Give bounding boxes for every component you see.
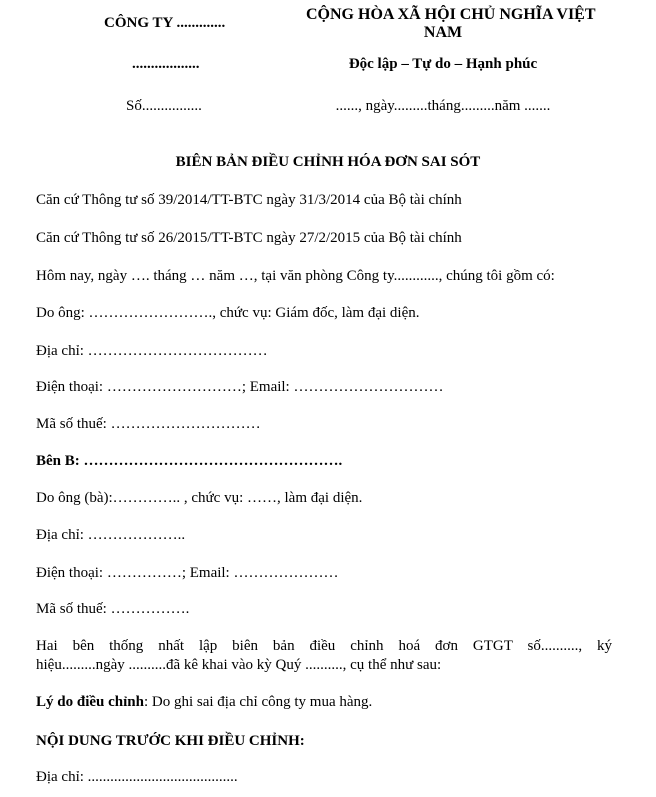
nation-title-line2: NAM [423,24,463,41]
date-line: ......, ngày.........tháng.........năm ....... [335,98,551,114]
document-title: BIÊN BẢN ĐIỀU CHỈNH HÓA ĐƠN SAI SÓT [175,154,481,170]
before-adjustment-address: Địa chỉ: ........................................ [36,769,238,785]
intro-line: Hôm nay, ngày …. tháng … năm …, tại văn phòng Công ty............, chúng tôi gồm có: [36,268,555,284]
agreement-line-1: Hai bên thống nhất lập biên bản điều chỉnh hoá đơn GTGT số.........., ký [36,638,612,654]
party-a-tax-code: Mã số thuế: ………………………… [36,416,261,432]
reason-label: Lý do điều chỉnh [36,694,144,710]
legal-basis-1: Căn cứ Thông tư số 39/2014/TT-BTC ngày 31/3/2014 của Bộ tài chính [36,192,462,208]
document-number: Số................ [126,98,202,114]
party-a-representative: Do ông: ……………………., chức vụ: Giám đốc, làm đại diện. [36,305,420,321]
reason-text: : Do ghi sai địa chỉ công ty mua hàng. [143,694,373,710]
adjustment-reason [36,693,372,711]
before-adjustment-heading: NỘI DUNG TRƯỚC KHI ĐIỀU CHỈNH: [36,733,305,749]
party-b-phone-email: Điện thoại: ……………; Email: ………………… [36,565,339,581]
party-b-tax-code: Mã số thuế: ……………. [36,601,190,617]
company-label: CÔNG TY ............. [104,15,226,31]
party-b-representative: Do ông (bà):………….. , chức vụ: ……, làm đại diện. [36,490,363,506]
party-a-address: Địa chỉ: ……………………………… [36,343,268,359]
nation-title-line1: CỘNG HÒA XÃ HỘI CHỦ NGHĨA VIỆT [306,6,596,23]
agreement-line-2: hiệu.........ngày ..........đã kê khai vào kỳ Quý .........., cụ thể như sau: [36,657,442,673]
company-dots: .................. [132,56,200,72]
motto: Độc lập – Tự do – Hạnh phúc [348,56,538,72]
party-a-phone-email: Điện thoại: ………………………; Email: ………………………… [36,379,444,395]
party-b-address: Địa chỉ: ……………….. [36,527,186,543]
party-b-heading: Bên B: ……………………………………………. [36,453,343,469]
legal-basis-2: Căn cứ Thông tư số 26/2015/TT-BTC ngày 27/2/2015 của Bộ tài chính [36,230,462,246]
